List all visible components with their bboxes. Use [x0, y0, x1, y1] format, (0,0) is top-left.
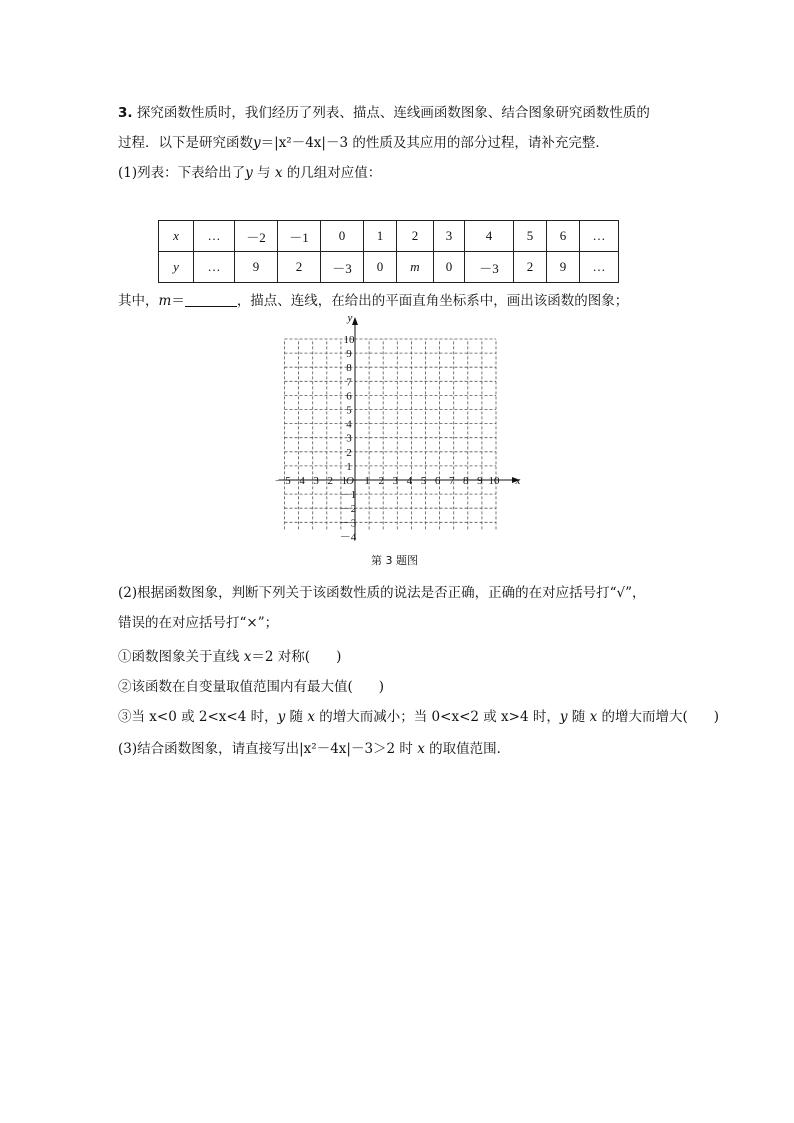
s3-x1: x	[307, 709, 315, 725]
table-cell: 1	[364, 221, 397, 252]
m-cell: m	[410, 259, 420, 274]
table-cell: －3	[321, 252, 364, 283]
y-tick-label: 7	[346, 376, 352, 389]
table-header-x	[159, 221, 194, 252]
table-cell: …	[580, 221, 619, 252]
y-tick-label: 4	[346, 418, 352, 431]
x-tick-label: －1	[330, 475, 348, 487]
part1-text-a: (1)列表：下表给出了	[118, 165, 246, 181]
table-cell: 0	[364, 252, 397, 283]
y-tick-label: －2	[339, 503, 357, 516]
x-tick-label: 8	[463, 475, 469, 487]
x-label: x	[173, 228, 179, 243]
coordinate-grid	[270, 313, 530, 549]
fill-text-a: 其中，	[118, 293, 159, 309]
y-label: y	[173, 259, 179, 274]
statement-3	[118, 708, 719, 726]
statement-2	[118, 678, 384, 696]
part3-x: x	[417, 741, 425, 757]
table-row-x	[159, 221, 619, 252]
x-tick-label: 6	[434, 475, 441, 487]
s1-x: x	[243, 649, 252, 665]
s3-text-e: 随	[567, 709, 590, 725]
y-axis-arrow	[352, 317, 358, 325]
s3-text-f: 的增大而增大(	[597, 709, 688, 725]
table-header-y	[159, 252, 194, 283]
intro-text-1: 探究函数性质时，我们经历了列表、描点、连线画函数图象、结合图象研究函数性质的	[136, 105, 650, 121]
fill-m: m	[158, 293, 172, 309]
s3-close: )	[713, 709, 720, 725]
function-y: y	[253, 135, 261, 151]
x-tick-label: 5	[420, 475, 427, 487]
x-tick-label: －3	[302, 475, 319, 487]
part3-text-b: 的取值范围．	[424, 741, 511, 757]
table-cell: 2	[278, 252, 321, 283]
table-cell: …	[580, 252, 619, 283]
y-tick-label: 9	[346, 348, 352, 361]
x-tick-label: 3	[392, 475, 399, 487]
part1-text-mid: 与	[252, 165, 275, 181]
s1-text-b: ＝2 对称(	[251, 649, 311, 665]
y-tick-label: 10	[343, 334, 355, 346]
y-axis-label: y	[347, 313, 353, 324]
figure-caption: 第 3 题图	[371, 554, 418, 567]
part2-line1	[118, 584, 646, 602]
table-cell: 4	[465, 221, 514, 252]
s2-close: )	[378, 679, 385, 695]
y-tick-label: －3	[339, 517, 357, 530]
table-row-y	[159, 252, 619, 283]
function-expression: ＝|x²－4x|－3	[260, 135, 349, 151]
x-tick-label: 2	[378, 475, 384, 487]
x-tick-label: －5	[274, 475, 291, 487]
y-tick-label: 1	[346, 460, 352, 473]
fill-text-b: ，描点、连线，在给出的平面直角坐标系中，画出该函数的图象；	[236, 293, 629, 309]
part1-x: x	[274, 165, 283, 181]
part2-line2	[118, 614, 278, 632]
intro-text-2a: 过程．以下是研究函数	[118, 135, 253, 151]
x-tick-label: 9	[477, 475, 483, 487]
table-cell: 0	[321, 221, 364, 252]
table-cell: －1	[278, 221, 321, 252]
problem-intro-line2	[118, 134, 609, 152]
x-tick-label: 1	[364, 475, 370, 487]
s1-text-a: ①函数图象关于直线	[118, 649, 244, 665]
table-cell: 9	[547, 252, 580, 283]
part1-line	[118, 164, 381, 182]
y-tick-label: 5	[346, 404, 352, 417]
table-cell: 9	[235, 252, 278, 283]
table-cell: －2	[235, 221, 278, 252]
table-cell: …	[194, 252, 235, 283]
table-cell: 6	[547, 221, 580, 252]
y-tick-label: 6	[346, 390, 352, 403]
s3-y2: y	[559, 709, 568, 725]
part3-line	[118, 740, 510, 758]
x-tick-label: 10	[488, 475, 500, 487]
s2-text-a: ②该函数在自变量取值范围内有最大值(	[118, 679, 353, 695]
table-cell: 0	[434, 252, 465, 283]
s3-text-a: ③当	[118, 709, 150, 725]
y-tick-label: －4	[339, 531, 357, 544]
y-tick-label: 3	[346, 432, 352, 445]
x-tick-label: －2	[316, 475, 334, 487]
table-cell: 3	[434, 221, 465, 252]
table-cell: －3	[465, 252, 514, 283]
answer-blank[interactable]	[185, 292, 237, 307]
fill-line	[118, 292, 628, 310]
part2-text-2: 错误的在对应括号打“×”；	[118, 615, 279, 631]
table-cell: 2	[397, 221, 434, 252]
problem-intro-line1	[118, 104, 650, 122]
table-cell-m	[397, 252, 434, 283]
table-cell: 2	[514, 252, 547, 283]
part2-text-1: (2)根据函数图象，判断下列关于该函数性质的说法是否正确，正确的在对应括号打“√”，	[118, 585, 646, 601]
s3-text-d: 的增大而减小；当 0<x<2 或 x>4 时，	[314, 709, 560, 725]
part1-text-b: 的几组对应值：	[282, 165, 382, 181]
x-tick-label: －4	[288, 475, 305, 487]
s3-x2: x	[589, 709, 598, 725]
x-tick-label: 7	[448, 475, 455, 487]
part3-text-a: (3)结合函数图象，请直接写出|x²－4x|－3＞2 时	[118, 741, 418, 757]
value-table	[158, 220, 619, 283]
statement-1	[118, 648, 341, 666]
y-tick-label: －1	[339, 489, 357, 502]
origin-label: O	[346, 475, 354, 487]
s3-y1: y	[277, 709, 286, 725]
s3-text-c: 随	[285, 709, 308, 725]
s1-close: )	[336, 649, 342, 665]
x-tick-label: 4	[406, 475, 413, 487]
x-axis-label: x	[515, 475, 521, 487]
intro-text-2b: 的性质及其应用的部分过程，请补充完整．	[352, 135, 609, 151]
table-cell: …	[194, 221, 235, 252]
y-tick-label: 8	[346, 362, 352, 375]
s3-text-b: x<0 或 2<x<4 时，	[149, 709, 278, 725]
part1-y: y	[245, 165, 253, 181]
problem-number: 3.	[118, 105, 133, 121]
y-tick-label: 2	[346, 446, 352, 459]
fill-eq: ＝	[171, 293, 185, 309]
table-cell: 5	[514, 221, 547, 252]
